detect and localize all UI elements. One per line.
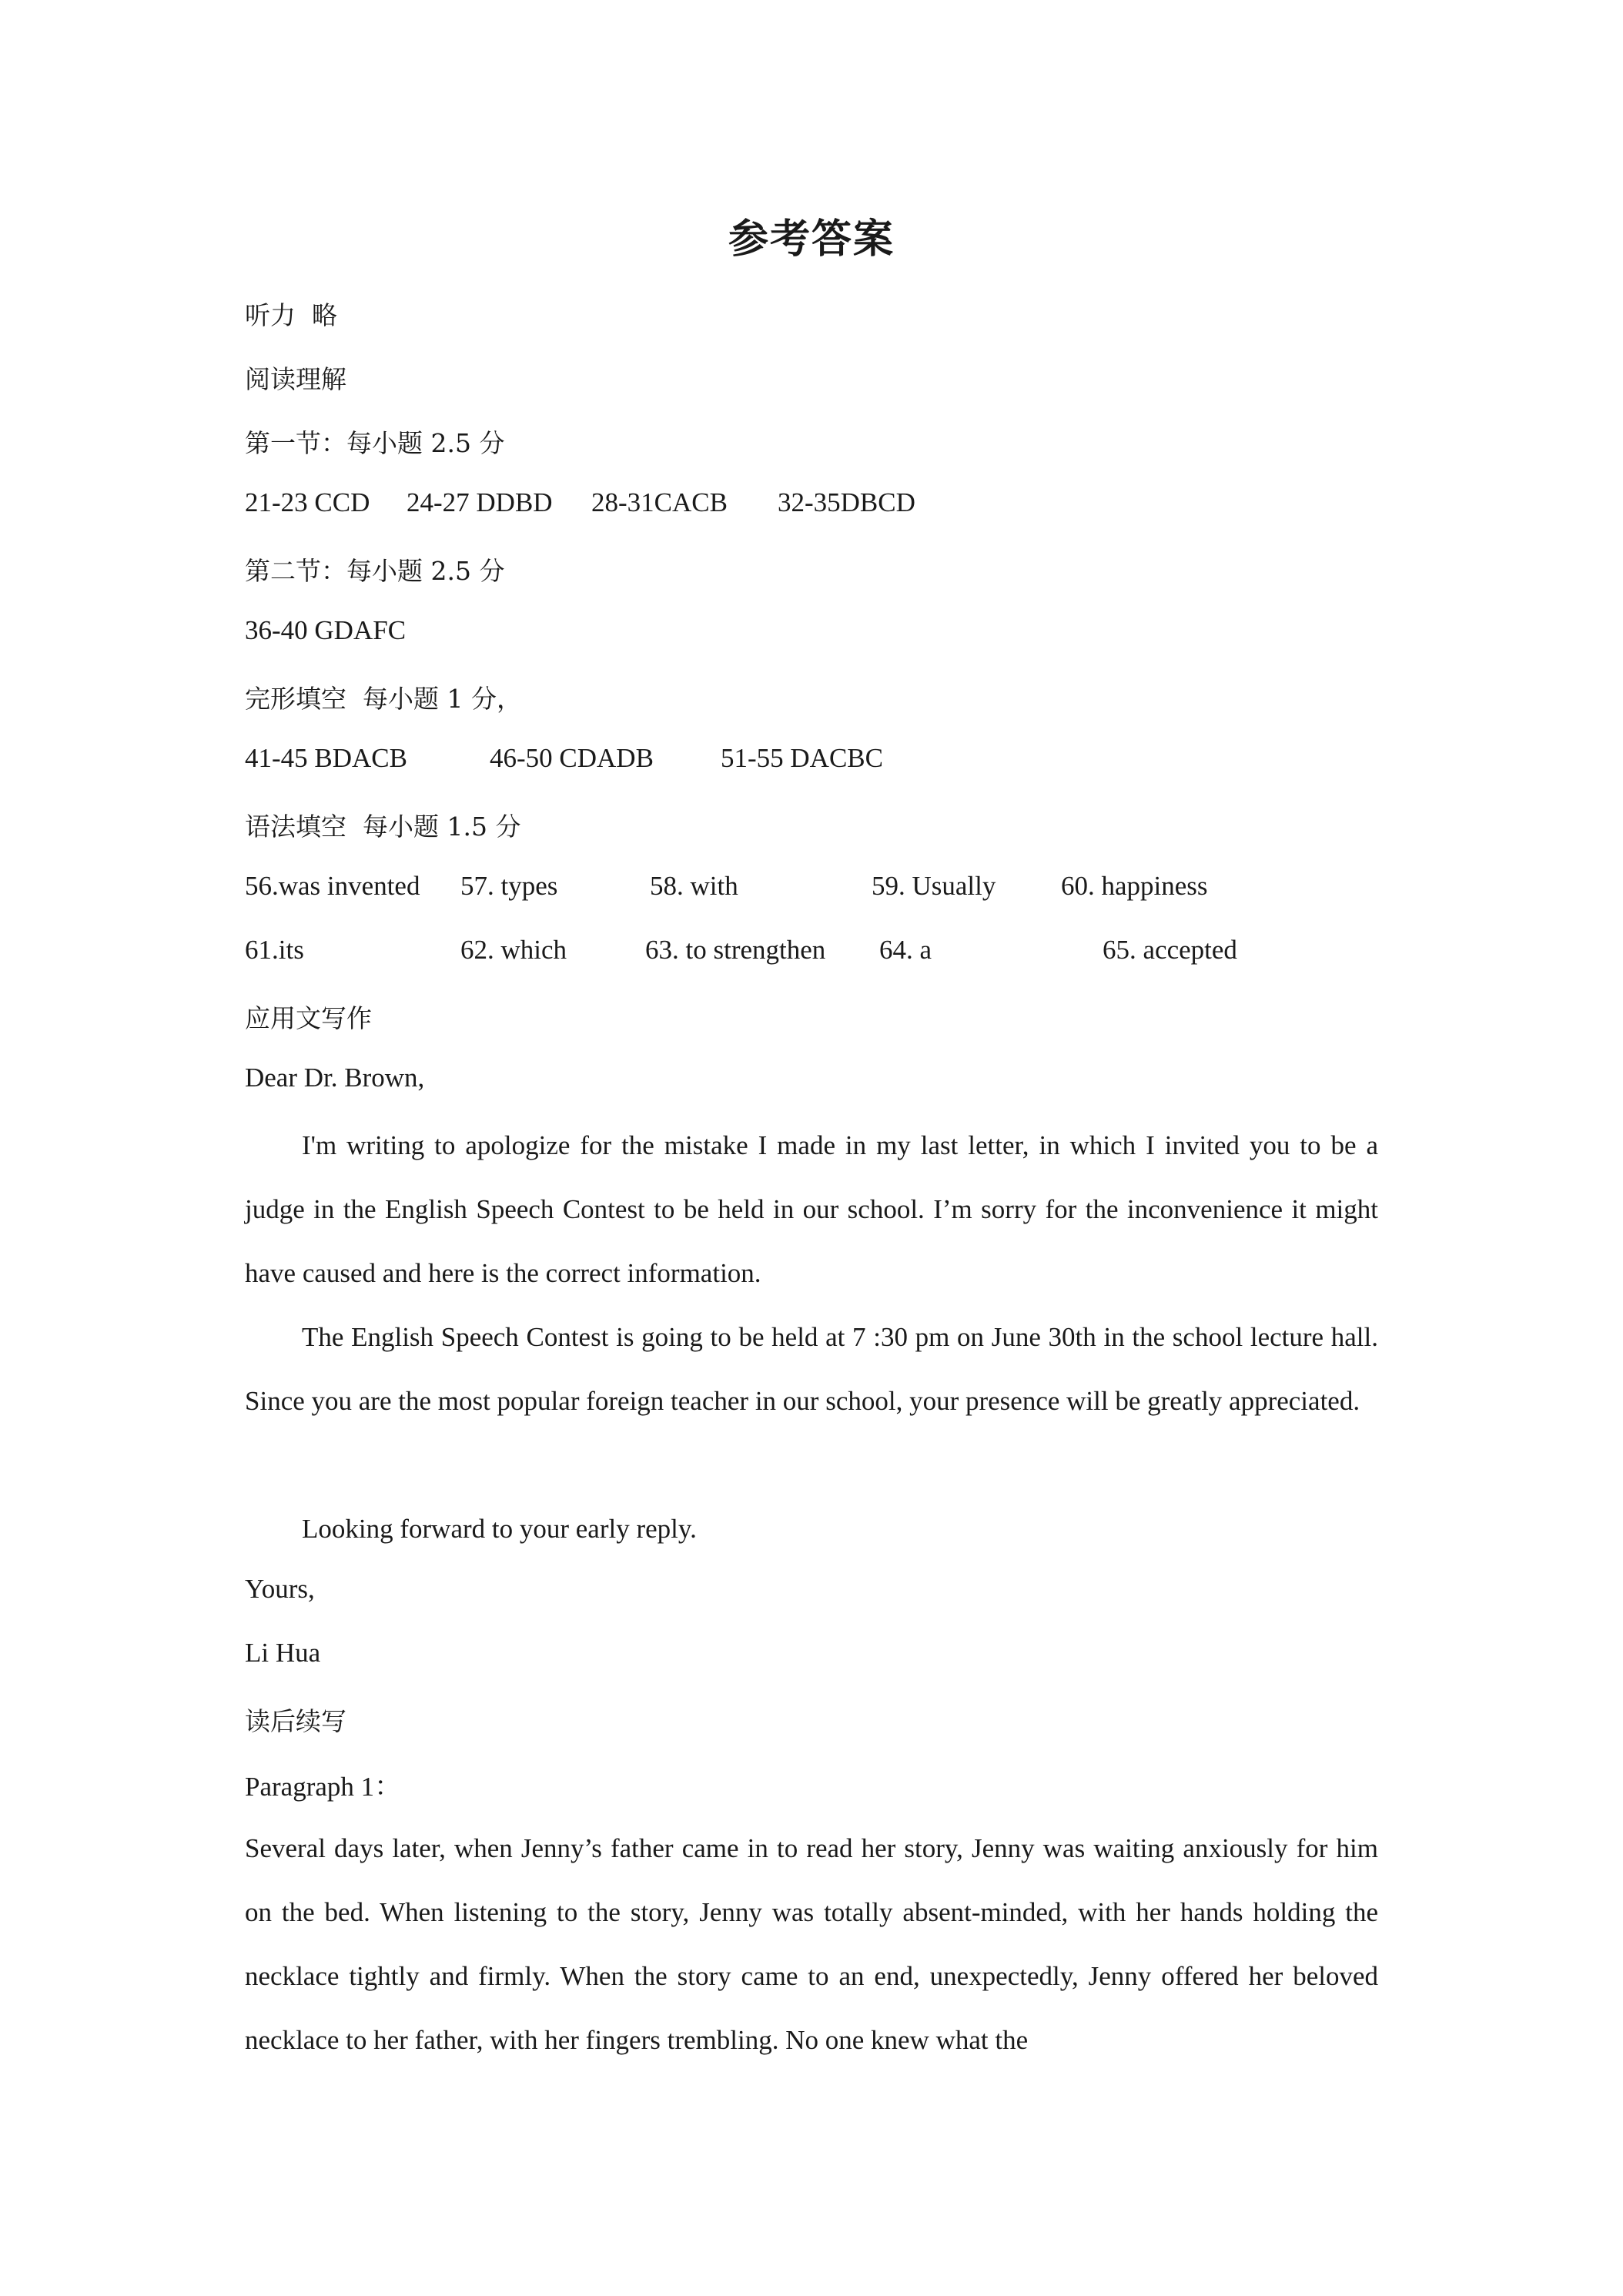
writing-heading: 应用文写作 bbox=[245, 1003, 372, 1033]
letter-paragraph-3: Looking forward to your early reply. bbox=[302, 1514, 697, 1544]
answer-group: 32-35DBCD bbox=[778, 487, 915, 517]
answer-group: 41-45 BDACB bbox=[245, 743, 407, 773]
continuation-paragraph: Several days later, when Jenny’s father came in to read her story, Jenny was waiting anxiously for him on the bed. When listening to the story, Jenny was totally absent-minded, with her hands holding the necklace tightly and firmly. When the story came to an end, unexpectedly, Jenny offered her beloved necklace to her father, with her fingers trembling. No one knew what the bbox=[245, 1833, 1378, 2055]
grammar-answer: 63. to strengthen bbox=[645, 935, 826, 965]
grammar-answer: 56.was invented bbox=[245, 871, 420, 901]
answer-group: 21-23 CCD bbox=[245, 487, 370, 517]
grammar-heading: 语法填空 每小题 1.5 分 bbox=[245, 812, 521, 842]
continuation-heading: 读后续写 bbox=[245, 1706, 346, 1736]
answer-group: 51-55 DACBC bbox=[721, 743, 883, 773]
grammar-answer: 58. with bbox=[650, 871, 738, 901]
letter-signature: Li Hua bbox=[245, 1638, 321, 1668]
listening-line: 听力 略 bbox=[245, 300, 337, 330]
answer-group: 24-27 DDBD bbox=[407, 487, 553, 517]
grammar-answer: 57. types bbox=[460, 871, 558, 901]
page-title: 参考答案 bbox=[728, 216, 895, 263]
paragraph-label: Paragraph 1： bbox=[245, 1772, 402, 1802]
section1-heading: 第一节：每小题 2.5 分 bbox=[245, 428, 505, 458]
grammar-answer: 62. which bbox=[460, 935, 567, 965]
section2-heading: 第二节：每小题 2.5 分 bbox=[245, 556, 505, 586]
grammar-answer: 64. a bbox=[879, 935, 932, 965]
answer-group: 46-50 CDADB bbox=[490, 743, 654, 773]
grammar-answer: 60. happiness bbox=[1061, 871, 1208, 901]
letter-paragraph-1: I'm writing to apologize for the mistake I made in my last letter, in which I invited you to be a judge in the English Speech Contest to be held in our school. I’m sorry for the inconvenience it might have caused and here is the correct information. bbox=[245, 1130, 1378, 1288]
grammar-answer: 61.its bbox=[245, 935, 304, 965]
reading-heading: 阅读理解 bbox=[245, 364, 346, 394]
section2-answers: 36-40 GDAFC bbox=[245, 615, 407, 645]
letter-salutation: Dear Dr. Brown, bbox=[245, 1063, 425, 1093]
grammar-answer: 59. Usually bbox=[872, 871, 996, 901]
cloze-heading: 完形填空 每小题 1 分， bbox=[245, 684, 522, 714]
answer-group: 28-31CACB bbox=[591, 487, 728, 517]
grammar-answer: 65. accepted bbox=[1103, 935, 1237, 965]
letter-paragraph-2: The English Speech Contest is going to be held at 7 :30 pm on June 30th in the school lecture hall. Since you are the most popular foreign teacher in our school, your presence will be greatly appreciated. bbox=[245, 1322, 1378, 1416]
letter-closing: Yours, bbox=[245, 1574, 315, 1604]
